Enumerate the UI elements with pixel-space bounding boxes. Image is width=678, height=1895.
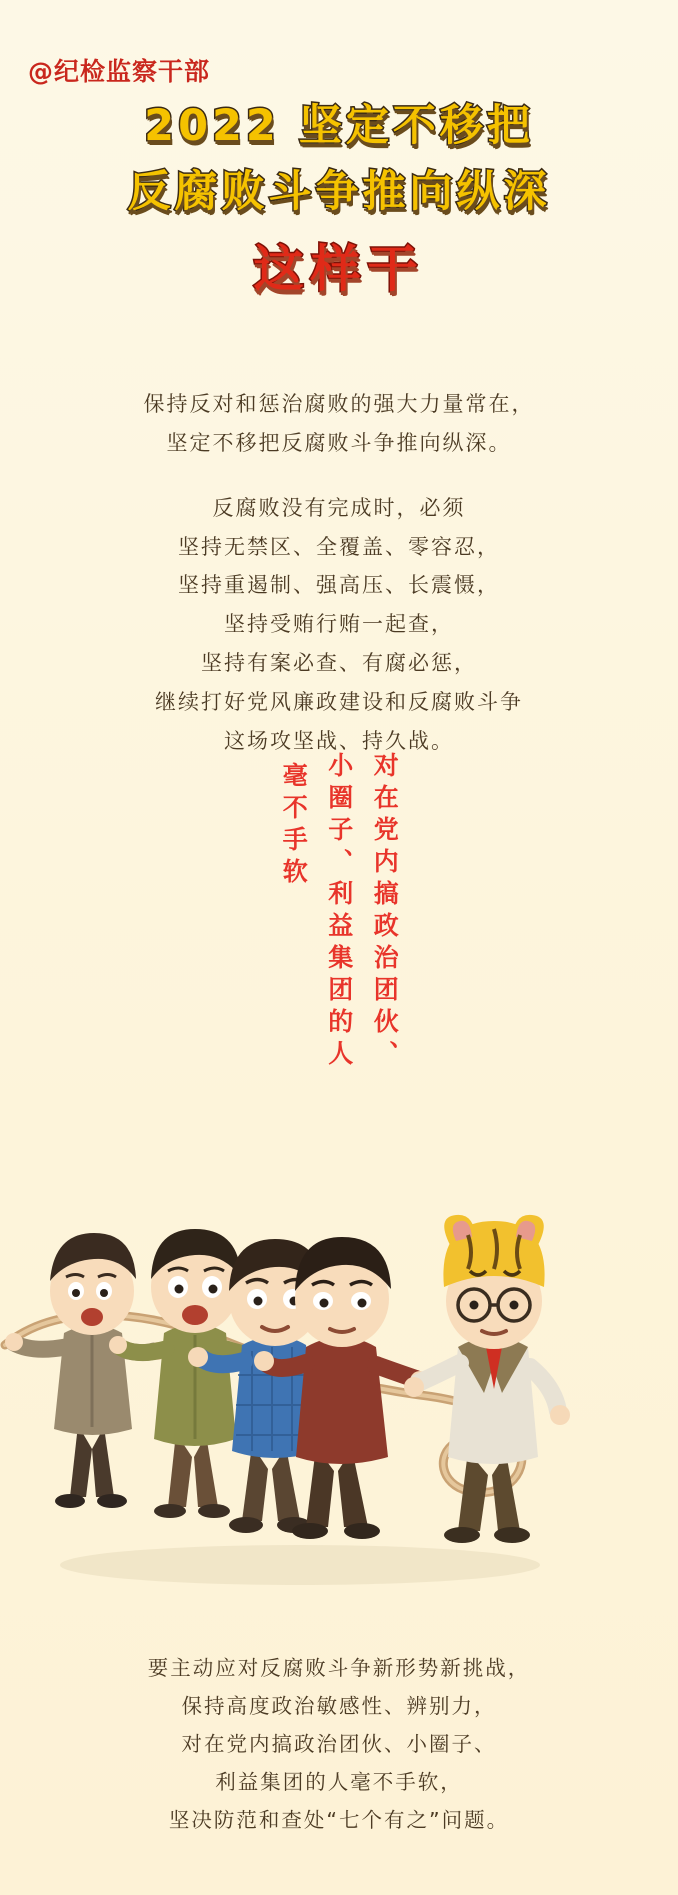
paragraph-spacer (0, 463, 678, 489)
body-bottom-l2: 保持高度政治敏感性、辨别力， (181, 1693, 497, 1718)
body-top-p2-l4: 坚持受贿行贿一起查， (224, 612, 454, 637)
body-bottom-l5: 坚决防范和查处“七个有之”问题。 (168, 1807, 510, 1832)
body-text-bottom (0, 1650, 678, 1840)
tug-of-war-illustration (0, 1095, 678, 1635)
headline-line-3: 这样干 (253, 239, 425, 298)
character-officer-1 (5, 1233, 167, 1508)
account-handle: @纪检监察干部 (28, 57, 211, 86)
headline-line-2: 反腐败斗争推向纵深 (127, 167, 551, 218)
body-top-p2-l6: 继续打好党风廉政建设和反腐败斗争 (155, 689, 523, 714)
body-top-p2-l1: 反腐败没有完成时，必须 (212, 495, 466, 520)
vertical-column-right: 对在党内搞政治团伙、 (370, 752, 400, 1072)
headline-block (0, 100, 678, 300)
vertical-column-middle: 小圈子、利益集团的人 (324, 752, 354, 1072)
headline-line-1: 2022 坚定不移把 (144, 101, 534, 151)
body-top-p1-l2: 坚定不移把反腐败斗争推向纵深。 (166, 430, 512, 455)
body-bottom-l3: 对在党内搞政治团伙、小圈子、 (181, 1731, 497, 1756)
body-bottom-l4: 利益集团的人毫不手软， (215, 1769, 463, 1794)
body-text-top (0, 385, 678, 761)
body-bottom-l1: 要主动应对反腐败斗争新形势新挑战， (147, 1656, 531, 1680)
body-top-p2-l2: 坚持无禁区、全覆盖、零容忍， (178, 534, 500, 559)
body-top-p1-l1: 保持反对和惩治腐败的强大力量常在， (143, 392, 535, 416)
vertical-column-left: 毫不手软 (279, 762, 309, 890)
body-top-p2-l5: 坚持有案必查、有腐必惩， (201, 651, 477, 676)
vertical-red-text-block (0, 752, 678, 1092)
body-top-p2-l3: 坚持重遏制、强高压、长震慑， (178, 573, 500, 598)
body-top-p2-l7: 这场攻坚战、持久战。 (224, 728, 454, 753)
